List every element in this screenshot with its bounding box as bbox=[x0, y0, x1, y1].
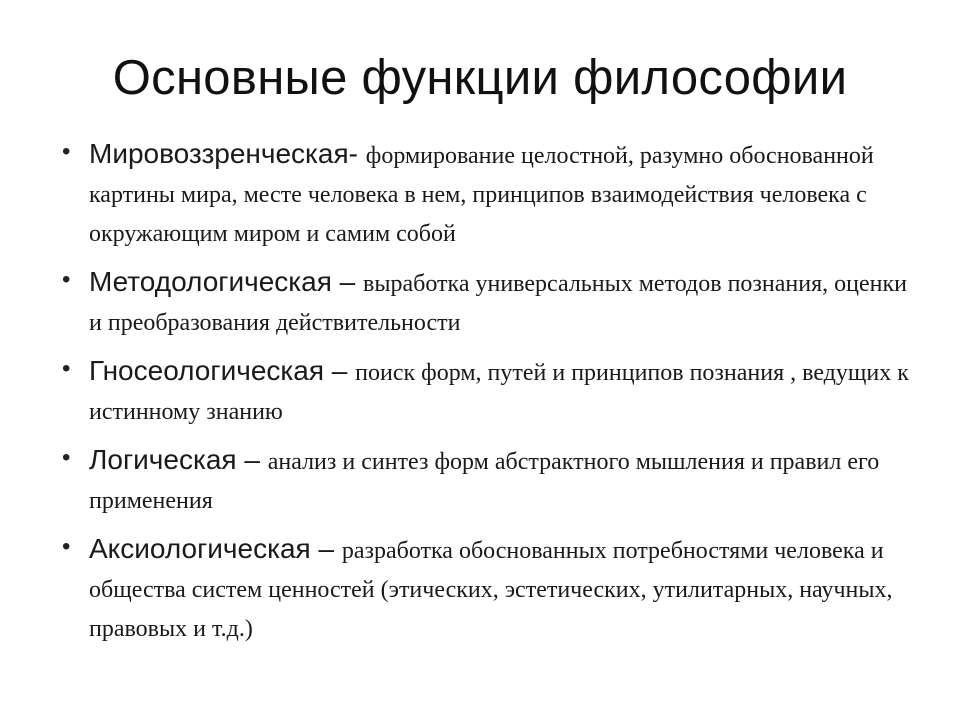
functions-list bbox=[62, 136, 912, 659]
slide-title: Основные функции философии bbox=[112, 51, 848, 105]
item-separator: – bbox=[236, 444, 268, 475]
item-description: выработка универсальных методов познания, оценки и преобразования действительности bbox=[89, 271, 907, 336]
bullet-icon: • bbox=[62, 444, 71, 471]
list-item-gnoseological bbox=[62, 353, 912, 433]
item-description: анализ и синтез форм абстрактного мышления и правил его применения bbox=[89, 449, 880, 514]
item-description: поиск форм, путей и принципов познания , ведущих к истинному знанию bbox=[89, 360, 909, 425]
item-term: Мировоззренческая bbox=[89, 138, 349, 169]
item-term: Логическая bbox=[89, 444, 237, 475]
bullet-icon: • bbox=[62, 355, 71, 382]
item-description: разработка обоснованных потребностями человека и общества систем ценностей (этических, эстетических, утилитарных, научных, правовых и т.д.) bbox=[89, 538, 893, 642]
item-separator: - bbox=[348, 138, 366, 169]
bullet-icon: • bbox=[62, 266, 71, 293]
item-term: Гносеологическая bbox=[89, 355, 324, 386]
item-description: формирование целостной, разумно обоснованной картины мира, месте человека в нем, принципов взаимодействия человека с окружающим миром и самим собой bbox=[89, 143, 874, 247]
bullet-icon: • bbox=[62, 533, 71, 560]
bullet-icon: • bbox=[62, 138, 71, 165]
item-separator: – bbox=[310, 533, 342, 564]
item-term: Методологическая bbox=[89, 266, 332, 297]
list-item-logical bbox=[62, 442, 912, 522]
list-item-methodological bbox=[62, 264, 912, 344]
list-item-worldview bbox=[62, 136, 912, 255]
item-separator: – bbox=[331, 266, 364, 297]
item-term: Аксиологическая bbox=[89, 533, 311, 564]
list-item-axiological bbox=[62, 531, 912, 650]
item-separator: – bbox=[324, 355, 356, 386]
